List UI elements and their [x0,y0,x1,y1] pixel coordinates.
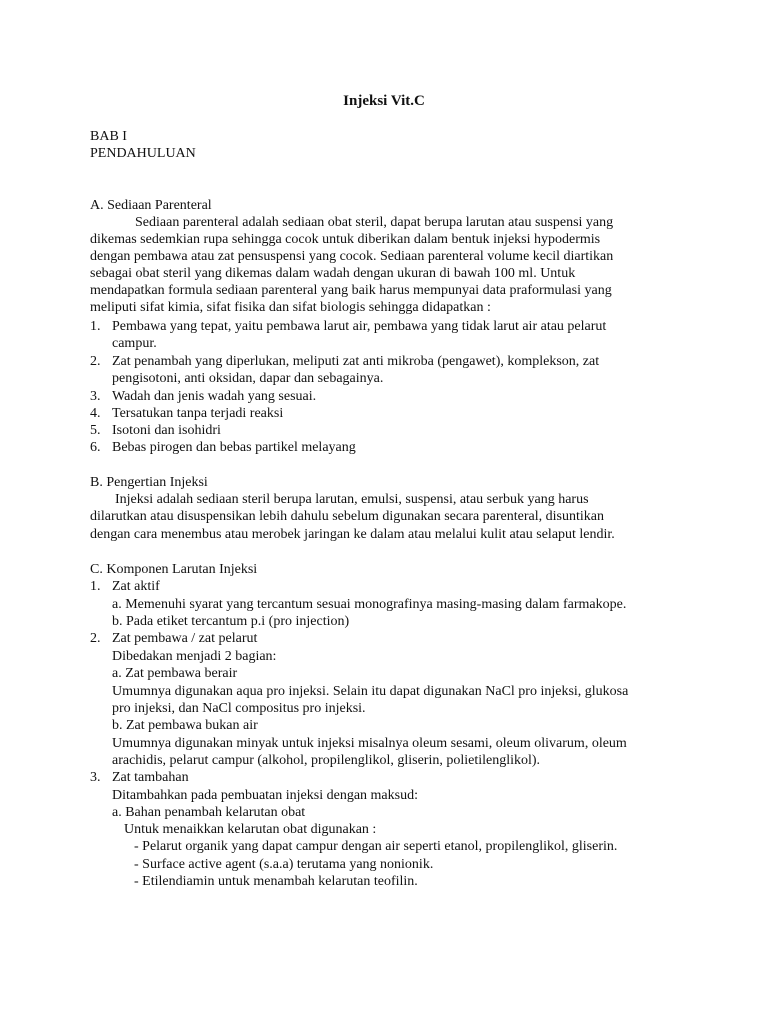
list-number: 1. [90,319,101,334]
section-a-paragraph-line: dengan pembawa atau zat pensuspensi yang cocok. Sediaan parenteral volume kecil diartikan [90,249,614,264]
component-bullet: - Surface active agent (s.a.a) terutama yang nonionik. [134,857,434,872]
component-title: Zat aktif [112,579,160,594]
list-number: 2. [90,631,101,646]
component-intro: Dibedakan menjadi 2 bagian: [112,649,277,664]
component-text-line: pro injeksi, dan NaCl compositus pro injeksi. [112,701,366,716]
component-subheading: a. Bahan penambah kelarutan obat [112,805,306,820]
section-b-heading: B. Pengertian Injeksi [90,475,208,490]
component-title: Zat pembawa / zat pelarut [112,631,258,646]
component-title: Zat tambahan [112,770,189,785]
section-b-paragraph-line: dengan cara menembus atau merobek jaringan ke dalam atau melalui kulit atau selaput lendir. [90,527,615,542]
list-item-text: campur. [112,336,157,351]
chapter-number: BAB I [90,129,127,144]
component-point: b. Pada etiket tercantum p.i (pro injection) [112,614,350,629]
component-text-line: arachidis, pelarut campur (alkohol, propilenglikol, gliserin, polietilenglikol). [112,753,541,768]
component-text-line: Umumnya digunakan aqua pro injeksi. Selain itu dapat digunakan NaCl pro injeksi, glukosa [112,684,629,699]
section-a-paragraph-line: mendapatkan formula sediaan parenteral yang baik harus mempunyai data praformulasi yang [90,283,612,298]
list-item-text: Wadah dan jenis wadah yang sesuai. [112,389,317,404]
component-intro: Untuk menaikkan kelarutan obat digunakan : [124,822,377,837]
section-a-paragraph-line: sebagai obat steril yang dikemas dalam wadah dengan ukuran di bawah 100 ml. Untuk [90,266,576,281]
component-bullet: - Pelarut organik yang dapat campur dengan air seperti etanol, propilenglikol, gliserin. [134,839,618,854]
list-number: 5. [90,423,101,438]
list-item-text: Isotoni dan isohidri [112,423,221,438]
document-title: Injeksi Vit.C [343,93,425,109]
list-number: 4. [90,406,101,421]
section-b-paragraph-line: dilarutkan atau disuspensikan lebih dahulu sebelum digunakan secara parenteral, disuntikan [90,509,604,524]
chapter-title: PENDAHULUAN [90,146,196,161]
section-a-paragraph-line: meliputi sifat kimia, sifat fisika dan sifat biologis sehingga didapatkan : [90,300,491,315]
list-item-text: Bebas pirogen dan bebas partikel melayang [112,440,356,455]
component-subheading: b. Zat pembawa bukan air [112,718,258,733]
section-a-heading: A. Sediaan Parenteral [90,198,212,213]
list-item-text: Pembawa yang tepat, yaitu pembawa larut air, pembawa yang tidak larut air atau pelarut [112,319,607,334]
component-intro: Ditambahkan pada pembuatan injeksi dengan maksud: [112,788,418,803]
list-item-text: Tersatukan tanpa terjadi reaksi [112,406,284,421]
list-item-text: pengisotoni, anti oksidan, dapar dan sebagainya. [112,371,384,386]
list-number: 3. [90,770,101,785]
section-a-paragraph-line: dikemas sedemkian rupa sehingga cocok untuk diberikan dalam bentuk injeksi hypodermis [90,232,601,247]
section-b-paragraph-line: Injeksi adalah sediaan steril berupa larutan, emulsi, suspensi, atau serbuk yang harus [115,492,589,507]
list-item-text: Zat penambah yang diperlukan, meliputi zat anti mikroba (pengawet), komplekson, zat [112,354,600,369]
list-number: 2. [90,354,101,369]
component-subheading: a. Zat pembawa berair [112,666,238,681]
list-number: 3. [90,389,101,404]
list-number: 1. [90,579,101,594]
section-a-paragraph-line: Sediaan parenteral adalah sediaan obat steril, dapat berupa larutan atau suspensi yang [135,215,614,230]
section-c-heading: C. Komponen Larutan Injeksi [90,562,258,577]
list-number: 6. [90,440,101,455]
component-point: a. Memenuhi syarat yang tercantum sesuai monografinya masing-masing dalam farmakope. [112,597,627,612]
component-text-line: Umumnya digunakan minyak untuk injeksi misalnya oleum sesami, oleum olivarum, oleum [112,736,627,751]
component-bullet: - Etilendiamin untuk menambah kelarutan teofilin. [134,874,418,889]
